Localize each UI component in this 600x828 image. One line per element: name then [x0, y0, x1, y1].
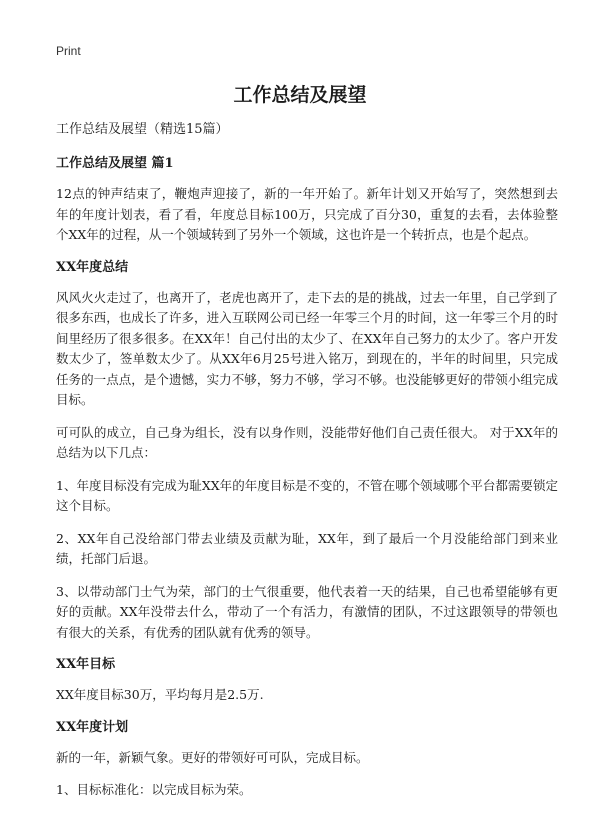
section-heading-1: 工作总结及展望 篇1	[56, 156, 174, 171]
section-heading-3: XX年目标	[56, 657, 116, 672]
document-title: 工作总结及展望	[233, 84, 367, 106]
paragraph: 1、目标标准化：以完成目标为荣。	[56, 782, 252, 797]
section-heading-2: XX年度总结	[56, 259, 129, 275]
print-link[interactable]: Print	[56, 44, 81, 58]
paragraph: 3、以带动部门士气为荣，部门的士气很重要，他代表着一天的结果，自己也希望能够有更好的贡献。XX年没带去什么，带动了一个有活力，有激情的团队，不过这跟领导的带领也有很大的关系，有优秀的团队就有优秀的领导。	[56, 583, 558, 640]
paragraph: 风风火火走过了，也离开了，老虎也离开了，走下去的是的挑战，过去一年里，自己学到了很多东西，也成长了许多，进入互联网公司已经一年零三个月的时间，这一年零三个月的时间里经历了很多很多。在XX年！自己付出的太少了、在XX年自己努力的太少了。客户开发数太少了，签单数太少了。从XX年6月25号进入铭万，到现在的，半年的时间里，只完成任务的一点点，是个遗憾，实力不够，努力不够，学习不够。也没能够更好的带领小组完成目标。	[56, 289, 558, 407]
document-body	[56, 120, 558, 813]
paragraph: 12点的钟声结束了，鞭炮声迎接了，新的一年开始了。新年计划又开始写了，突然想到去年的年度计划表，看了看，年度总目标100万，只完成了百分30，重复的去看，去体验整个XX年的过程，从一个领域转到了另外一个领域，这也许是一个转折点，也是个起点。	[56, 186, 558, 242]
document-subtitle: 工作总结及展望（精选15篇）	[56, 122, 229, 137]
paragraph: 新的一年，新颖气象。更好的带领好可可队，完成目标。	[56, 749, 369, 765]
paragraph: 1、年度目标没有完成为耻XX年的年度目标是不变的，不管在哪个领域哪个平台都需要锁定这个目标。	[56, 477, 558, 513]
paragraph: 可可队的成立，自己身为组长，没有以身作则，没能带好他们自己责任很大。 对于XX年的总结为以下几点：	[56, 424, 558, 460]
section-heading-4: XX年度计划	[56, 719, 129, 735]
paragraph: XX年度目标30万，平均每月是2.5万.	[56, 687, 264, 702]
paragraph: 2、XX年自己没给部门带去业绩及贡献为耻，XX年，到了最后一个月没能给部门到来业绩，托部门后退。	[56, 530, 558, 566]
